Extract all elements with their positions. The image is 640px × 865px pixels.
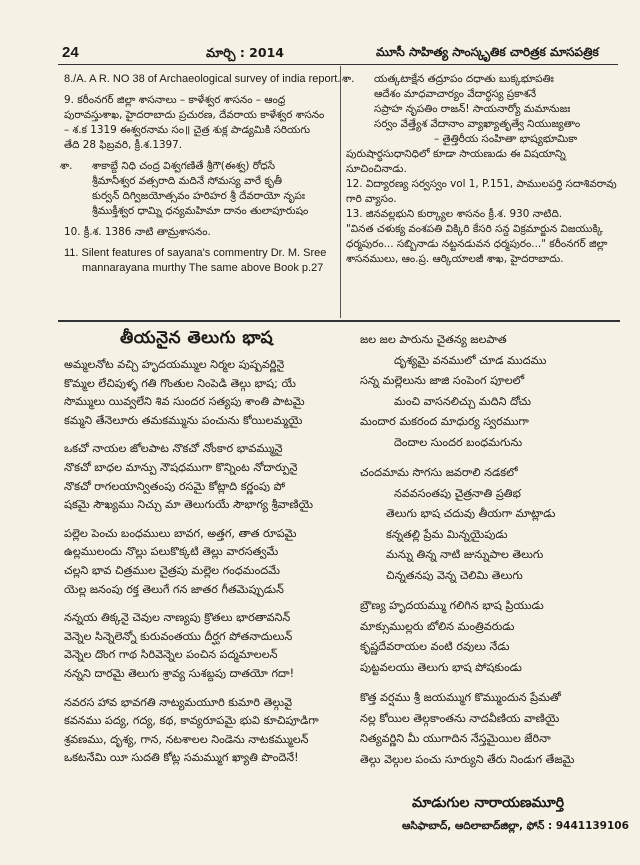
poem-line: మంచి వాసనలిచ్చు మదిని దోచు <box>394 394 532 408</box>
reference-11: 11. Silent features of sayana's commentry Dr. M. Sree mannarayana murthy The same above Book p.27 <box>64 247 327 274</box>
poem-line: అమ్మలనోట వచ్చి హృదయమ్ముల నిర్మల పుష్పవర్ణినై <box>64 358 285 371</box>
reference-13: 13. జినవల్లభుని కుర్క్యాల శాసనం క్రీ.శ. 930 నాటిది. "వినత చళుక్య వంశపతి విక్కిరి కేసరి సన్ద విక్రమార్జున విజయుక్కి ధర్మపురం... సబ్బినాడు నట్టనడువన ధర్మపురం..." కరీంనగర్ జిల్లా శాసనములు, ఆం.ప్ర. ఆర్కియాలజీ శాఖ, హైదరాబాదు. <box>346 208 608 265</box>
page-header <box>58 44 618 65</box>
poem-line: కన్నతల్లి ప్రేమ మిన్నయైపుడు <box>386 527 508 541</box>
column-divider <box>340 66 341 318</box>
poem-title: తీయనైన తెలుగు భాష <box>120 328 274 348</box>
poem-line: దెందాల సుందర బంధమగును <box>394 435 523 449</box>
poem-line: కృష్ణదేవరాయల వంటి రవులు నేడు <box>360 640 510 653</box>
reference-10: 10. క్రీ.శ. 1386 నాటి తామ్రశాసనం. <box>64 226 211 238</box>
poem-line: కొత్త వర్షము శ్రీ జయమ్ముగ కొమ్ముందున ప్రేమతో <box>360 691 561 704</box>
poem-line: పుట్టవలయు తెలుగు భాష పోషకుండు <box>360 660 522 674</box>
poem-line: మన్ను తిన్న నాటి జున్నుపాల తెలుగు <box>386 548 544 561</box>
magazine-title: మూసీ సాహిత్య సాంస్కృతిక చారిత్రక మాసపత్రిక <box>376 45 599 59</box>
poem-line: వెన్నెల సిన్నెలెన్నో కురువంతయు దీర్ఘగ పోతనాదులున్ <box>64 629 293 643</box>
poem-line: చందమామ సొగసు జవరాలి నడకలో <box>360 466 518 479</box>
poem-line: నొకచో బాధల మాన్పు నౌషధముగా కొన్నింట నోదార్పునై <box>64 460 298 474</box>
poem-line: నొకచో రాగలయాన్వితంపు రసమై కోట్లాది కర్ణంపు పో <box>64 479 285 493</box>
poem-line: నల్ల కోయిల తెల్గకాంతను నాదవీణియ వాణియై <box>360 711 560 725</box>
poem-line: కొమ్మల లేచిపుళ్ళ గతి గొంతుల నింపెడి తెల్గు భాష; యే <box>64 376 296 390</box>
poem-line: శ్రవణము, దృశ్య, గాన, నటశాలల నిండెను నాటకమ్ములన్ <box>64 732 309 746</box>
references-left <box>60 72 340 276</box>
poem-stanza <box>64 609 344 683</box>
poem-line: బ్రౌణ్య హృదయమ్ము గలిగిన భాష ప్రియుడు <box>360 599 544 612</box>
reference-12: 12. విద్యారణ్య సర్వస్వం vol 1, P.151, పాములపర్తి సదాశివరావు గారి వ్యాసం. <box>346 178 617 205</box>
poem-line: నిత్యవర్ణిని మీ యుగాదిన నేస్తమైయిల జేరినా <box>360 732 551 745</box>
page-number: 24 <box>62 44 79 61</box>
reference-8: 8./A. A R. NO 38 of Archaeological survey of india report. <box>64 73 340 85</box>
poem-line: మందార మకరంద మాధుర్య స్వరముగా <box>360 415 529 428</box>
poem-stanza <box>360 596 622 678</box>
poem-line: సన్న మల్లెలును జాజి సంపెంగ పూలలో <box>360 374 525 387</box>
poem-line: నన్నయ తిక్కనై చెవుల నాణ్యపు క్రొతలు భారతావనిన్ <box>64 611 291 625</box>
verse-note: పురుషార్థసుధానిధిలో కూడా సాయణుడు ఈ విషయాన్ని సూచించినాడు. <box>346 148 566 175</box>
poem-line: ఒకచో నాయల జోలపాట నొకచో నోంకార భావమ్మునై <box>64 442 283 456</box>
reference-9: 9. కరీంనగర్ జిల్లా శాసనాలు – కాళేశ్వర శాసనం – ఆంధ్ర పురావస్తుశాఖ, హైదరాబాదు ప్రచురణ, దేవరాయ కాళేశ్వర శాసనం – శ.క 1319 ఈశ్వరనామ సం॥ చైత్ర శుక్ల పాడ్యమికి సరియగు తేది 28 ఫిబ్రవరి, క్రీ.శ.1397. <box>64 94 325 151</box>
poem-right-column <box>360 330 622 770</box>
poem-line: షకమై సౌఖ్యము నిచ్చు మా తెలుగుయే సౌభాగ్య శ్రీవాణియై <box>64 498 314 512</box>
verse-label: శా. <box>342 73 355 85</box>
poem-line: సొమ్ములు యివ్వలేని శివ సుందర సత్యపు శాంతి పాటమై <box>64 395 305 409</box>
section-divider <box>58 320 620 322</box>
poem-line: నవవసంతపు చైత్రనాతి ప్రతిభ <box>394 486 521 500</box>
poem-line: వెన్నెల దొంగ గాథ సిరివెన్నెల పంచిన పద్మమాలలన్ <box>64 648 278 662</box>
poem-line: నవరస హావ భావగతి నాట్యమయూరి కుమారి తెల్గువై <box>64 695 293 709</box>
poem-left-column <box>64 356 344 768</box>
verse-label: శా. <box>60 160 73 172</box>
poem-stanza <box>64 525 344 599</box>
poem-stanza <box>64 440 344 514</box>
poem-line: ఒకటనేమి యీ సుదతి కోట్ల సమమ్ముగ ఖ్యాతి పొందెనే! <box>64 751 299 765</box>
sanskrit-verse-right: శా. యత్కటాక్షేన తద్రూపం దధాతు బుక్కభూపతిః ఆదేశం మాధవాచార్యం వేదార్థస్య ప్రకాశనే సప్రాహ నృపతిం రాజన్! సాయనార్యో మమానుజః సర్వం వేత్త్యేశ వేదానాం వ్యాఖ్యాతృత్వే నియుజ్యతాం – తైత్తిరీయ సంహితా భాష్యభూమికా <box>342 73 581 145</box>
poem-line: తెలుగు భాష చదువు తీయగా మాట్లాడు <box>386 507 556 520</box>
poem-line: కవనము పద్య, గద్య, కథ, కావ్యరూపమై భువి కూచిపూడిగా <box>64 714 319 728</box>
poem-line: కమ్మని తేనెలూరు తమకమ్మును పంచును కోయిలమ్మయై <box>64 413 303 427</box>
poem-line: జల జల పారును చైతన్య జలపాత <box>360 333 507 346</box>
poem-line: నన్నని దారమై తెలుగు శ్రావ్య సుశబ్దపు దాతయో గదా! <box>64 666 295 680</box>
poem-line: మాక్సుముల్లరు బోలిన మంత్రివరుడు <box>360 619 515 633</box>
sanskrit-verse-left: శా. శాకాబ్దే నిధి చంద్ర విశ్వగణితే శ్రీగౌ(ఈశ్వ) రోధసే శ్రీమానీశ్వర వత్సరాది మదినే సోమస్య వారే కృతీ కుర్వన్ దిగ్విజయోత్సవం హరిహర శ్రీ దేవరాయో నృపః శ్రీముక్తీశ్వర ధామ్ని ధన్యమహిమా దానం తులాపూరుషం <box>60 160 309 217</box>
poem-stanza <box>360 688 622 770</box>
poem-line: యెల్ల జనంపు రక్త తెలుగే గన జాతర గీతమెప్పుడున్ <box>64 582 284 596</box>
poem-line: చిన్నతనపు వెన్న చెలిమి తెలుగు <box>386 568 523 582</box>
poem-stanza <box>360 463 622 586</box>
poem-line: దృశ్యమై వనములో చూడ ముదము <box>394 353 547 367</box>
poem-line: పల్లెల పెంచు బంధములు బావగ, అత్తగ, తాత రూపమై <box>64 526 297 540</box>
poem-stanza <box>64 694 344 768</box>
poem-line: చల్లని భావ చిత్రముల చైత్రపు మల్లెల గంధమందమే <box>64 563 280 577</box>
poem-stanza <box>360 330 622 453</box>
issue-date: మార్చి : 2014 <box>206 45 284 60</box>
poem-stanza <box>64 356 344 430</box>
references-right <box>342 72 620 267</box>
author-name: మాడుగుల నారాయణమూర్తి <box>412 795 565 811</box>
poem-line: ఉల్లములందు నొల్లు పలుకొక్కటి తెల్లు వారసత్వమే <box>64 545 279 559</box>
poem-line: తెల్గు వెల్గుల పంచు సూర్యుని తేరు నిండుగ తేజమై <box>360 752 575 766</box>
author-address: ఆసిఫాబాద్, ఆదిలాబాద్‌జిల్లా, ఫోన్ : 9441139106 <box>402 820 629 832</box>
